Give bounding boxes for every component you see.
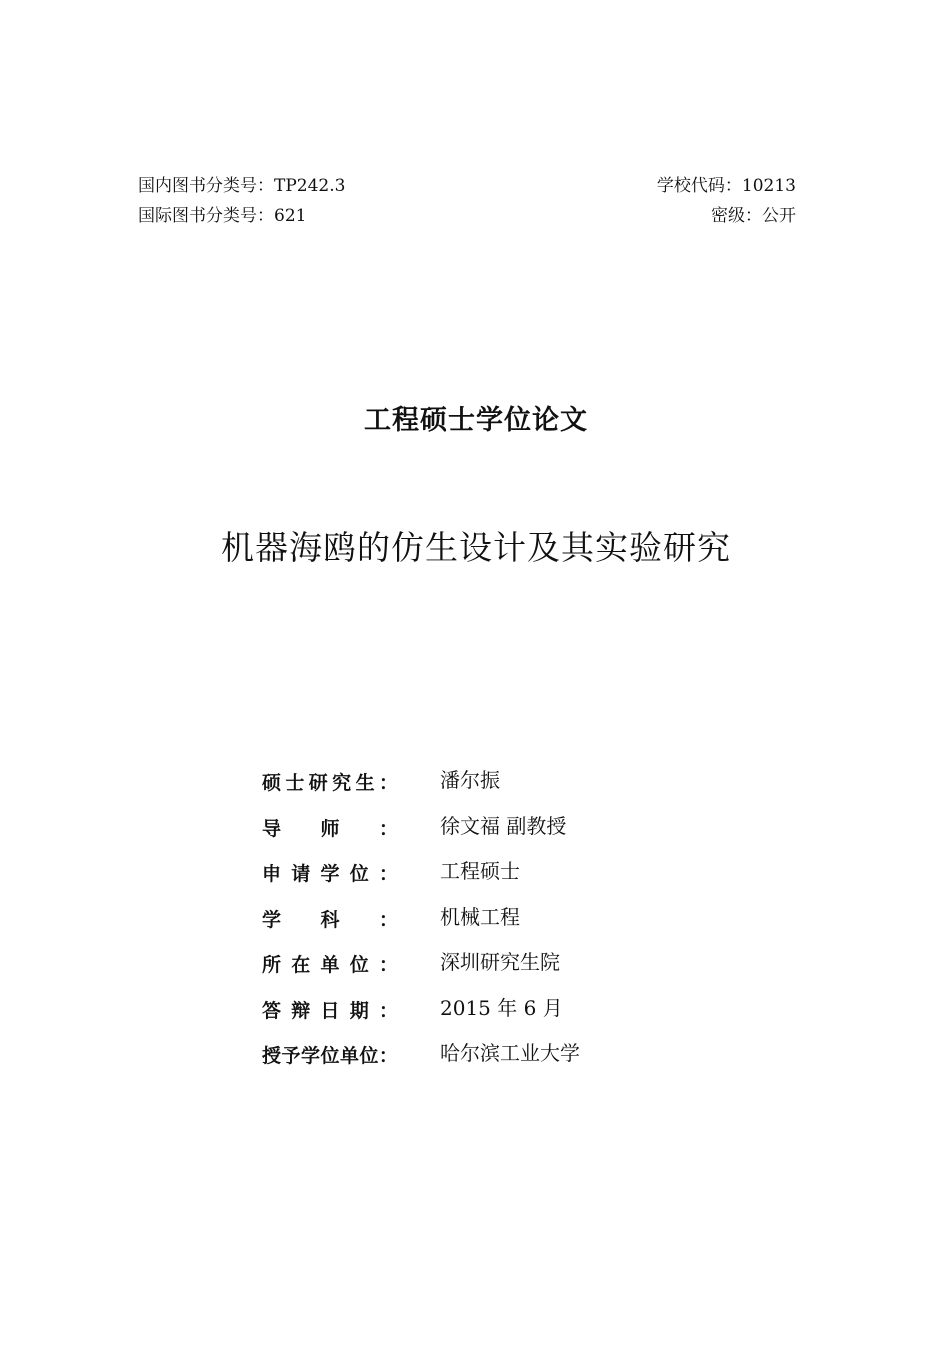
info-label-defense-date: 答 辩 日 期 ： <box>262 999 398 1022</box>
info-label-awarding-university: 授 予 学 位 单 位 ： <box>262 1045 398 1067</box>
info-value-defense-date: 2015 年 6 月 <box>440 995 563 1020</box>
school-code: 学校代码：10213 <box>656 176 796 196</box>
info-value-discipline: 机械工程 <box>440 904 520 929</box>
info-label-degree: 申 请 学 位 ： <box>262 863 398 885</box>
international-classification: 国际图书分类号：621 <box>138 206 307 226</box>
info-label-supervisor: 导 师 ： <box>262 817 398 840</box>
info-value-supervisor: 徐文福 副教授 <box>440 813 567 838</box>
info-row-degree <box>262 856 782 902</box>
info-value-degree: 工程硕士 <box>440 859 520 883</box>
thesis-info-block <box>262 765 782 1084</box>
info-row-defense-date <box>262 993 782 1039</box>
info-value-student: 潘尔振 <box>440 768 500 792</box>
info-row-institution <box>262 947 782 993</box>
info-row-supervisor <box>262 811 782 857</box>
info-label-student: 硕 士 研 究 生 ： <box>262 772 398 794</box>
thesis-title: 机器海鸥的仿生设计及其实验研究 <box>221 528 731 567</box>
info-value-awarding-university: 哈尔滨工业大学 <box>440 1041 580 1065</box>
secrecy-level: 密级：公开 <box>711 206 796 226</box>
info-row-awarding-university <box>262 1038 782 1084</box>
info-value-institution: 深圳研究生院 <box>440 950 560 974</box>
info-row-student <box>262 765 782 811</box>
domestic-classification: 国内图书分类号：TP242.3 <box>138 176 346 196</box>
info-label-discipline: 学 科 ： <box>262 908 398 931</box>
degree-type-heading: 工程硕士学位论文 <box>364 405 588 436</box>
info-row-discipline <box>262 902 782 948</box>
info-label-institution: 所 在 单 位 ： <box>262 954 398 976</box>
